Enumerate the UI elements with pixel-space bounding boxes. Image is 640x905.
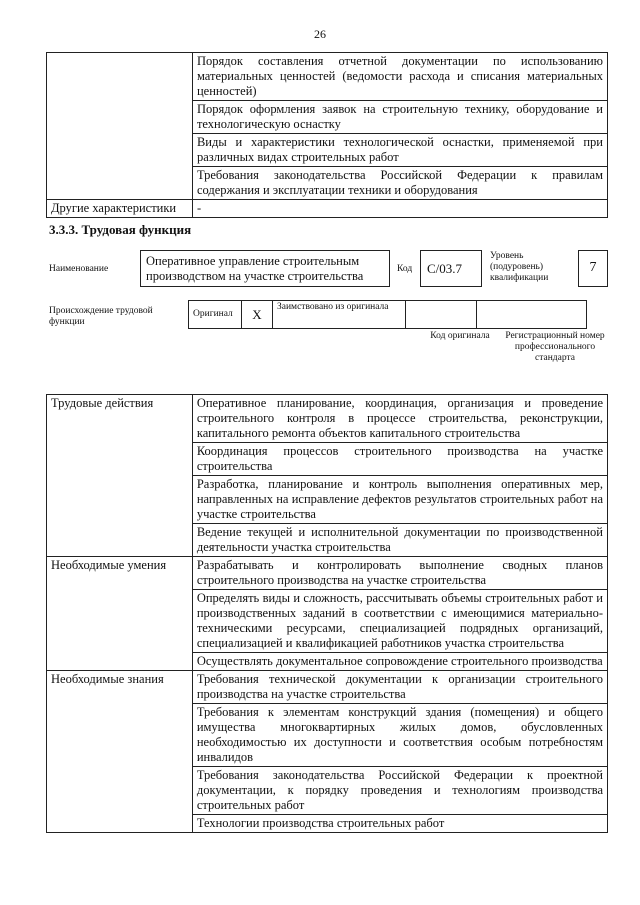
table-cell: Разработка, планирование и контроль выполнения оперативных мер, направленных на исправление дефектов результатов строительных работ на участке строительства	[192, 476, 607, 524]
section-title: 3.3.3. Трудовая функция	[49, 222, 192, 237]
table-cell: Требования технической документации к организации строительного производства на участке строительства	[192, 671, 607, 704]
table-cell: Порядок составления отчетной документации по использованию материальных ценностей (ведомости расхода и списания материальных ценностей)	[192, 53, 607, 101]
level-label: Уровень (подуровень) квалификации	[490, 251, 549, 283]
table-cell: -	[192, 200, 607, 218]
borrowed-label: Заимствовано из оригинала	[273, 301, 406, 329]
code-value: С/03.7	[420, 250, 482, 287]
table-cell: Координация процессов строительного производства на участке строительства	[192, 443, 607, 476]
row-label: Другие характеристики	[47, 200, 193, 218]
level-value: 7	[578, 250, 608, 287]
table-cell: Требования к элементам конструкций здания (помещения) и общего имущества многоквартирных жилых домов, обусловленных необходимостью их доступности и соответствия особым потребностям инвалидов	[192, 704, 607, 767]
table-cell: Виды и характеристики технологической оснастки, применяемой при различных видах строительных работ	[192, 134, 607, 167]
table-cell: Разрабатывать и контролировать выполнение сводных планов строительного производства на участке строительства	[192, 557, 607, 590]
table-row	[189, 301, 587, 329]
table-cell: Требования законодательства Российской Федерации к проектной документации, к порядку проведения и технологиям производства строительных работ	[192, 767, 607, 815]
origin-table	[188, 300, 587, 329]
main-table	[46, 394, 608, 833]
table-cell: Осуществлять документальное сопровождение строительного производства	[192, 653, 607, 671]
table-row	[47, 53, 608, 101]
original-label: Оригинал	[189, 301, 242, 329]
top-table	[46, 52, 608, 218]
group-label: Необходимые умения	[47, 557, 193, 671]
name-value: Оперативное управление строительным производством на участке строительства	[140, 250, 390, 287]
code-original-cell	[406, 301, 477, 329]
group-label: Необходимые знания	[47, 671, 193, 833]
origin-label: Происхождение трудовой функции	[49, 306, 153, 327]
table-row	[47, 395, 608, 443]
page-number: 26	[314, 27, 326, 41]
table-cell: Требования законодательства Российской Федерации к правилам содержания и эксплуатации техники и оборудования	[192, 167, 607, 200]
name-label: Наименование	[49, 264, 109, 274]
table-row	[47, 200, 608, 218]
code-original-caption: Код оригинала	[430, 331, 490, 341]
table-cell: Определять виды и сложность, рассчитывать объемы строительных работ и производственных заданий в соответствии с имеющимися материально-техническими ресурсами, специализацией подрядных организаций, специализацией и квалификацией работников участка строительства	[192, 590, 607, 653]
reg-number-cell	[477, 301, 587, 329]
table-row	[47, 671, 608, 704]
table-cell: Технологии производства строительных работ	[192, 815, 607, 833]
original-mark: Х	[242, 301, 273, 329]
table-cell: Порядок оформления заявок на строительную технику, оборудование и технологическую оснастку	[192, 101, 607, 134]
code-label: Код	[397, 264, 413, 274]
table-cell: Оперативное планирование, координация, организация и проведение строительного контроля в процессе строительства, реконструкции, капитального ремонта объектов капитального строительства	[192, 395, 607, 443]
table-cell: Ведение текущей и исполнительной документации по производственной деятельности участка строительства	[192, 524, 607, 557]
table-row	[47, 557, 608, 590]
group-label: Трудовые действия	[47, 395, 193, 557]
row-label	[47, 53, 193, 200]
reg-number-caption: Регистрационный номер профессионального стандарта	[505, 331, 605, 363]
